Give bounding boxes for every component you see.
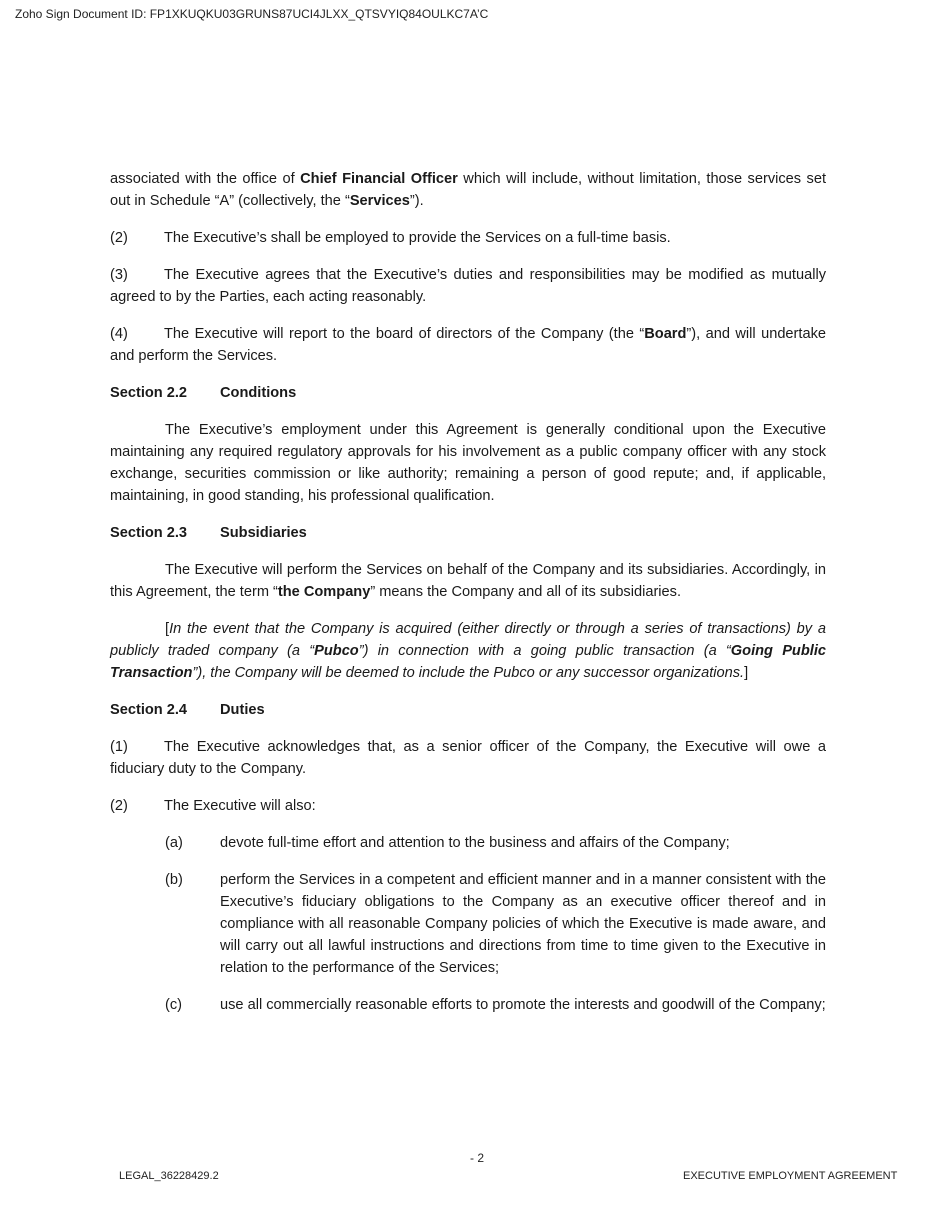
intro-services-term: Services: [349, 193, 410, 209]
pubco-term: Pubco: [314, 643, 359, 659]
board-term: Board: [644, 326, 687, 342]
paragraph-2-1-2: [110, 227, 826, 249]
subsidiaries-paragraph: [110, 559, 826, 603]
intro-paragraph: [110, 168, 826, 212]
section-title: Conditions: [220, 385, 297, 401]
intro-text: associated with the office of: [110, 171, 301, 187]
list-item: [110, 832, 826, 854]
paragraph-text: ”) in connection with a going public transaction (a “: [358, 643, 731, 659]
section-number: Section 2.3: [110, 525, 188, 541]
page-number: - 2: [470, 1151, 485, 1165]
list-item-label: (b): [165, 872, 183, 888]
going-public-paragraph: [110, 618, 826, 684]
paragraph-2-4-2: [110, 795, 826, 817]
section-number: Section 2.2: [110, 385, 188, 401]
paragraph-text: The Executive agrees that the Executive’s duties and responsibilities may be modified as mutually agreed to by the Parties, each acting reasonably.: [110, 267, 826, 305]
paragraph-text: In the event that the Company is acquired (either directly or through a series of transactions) by a publicly traded company (a “: [110, 621, 826, 659]
list-item: [110, 869, 826, 979]
going-public-term: Going Public Transaction: [110, 643, 826, 681]
paragraph-number: (3): [110, 267, 128, 283]
intro-text: ”).: [409, 193, 424, 209]
paragraph-2-1-4: [110, 323, 826, 367]
paragraph-text: ”), and will undertake and perform the Services.: [110, 326, 826, 364]
paragraph-number: (4): [110, 326, 128, 342]
list-item: [110, 994, 826, 1016]
paragraph-text: ” means the Company and all of its subsidiaries.: [370, 584, 682, 600]
intro-cfo-term: Chief Financial Officer: [300, 171, 458, 187]
paragraph-number: (2): [110, 798, 128, 814]
paragraph-2-1-3: [110, 264, 826, 308]
list-item-text: use all commercially reasonable efforts to promote the interests and goodwill of the Company;: [220, 997, 826, 1013]
section-heading-2-3: [110, 522, 826, 544]
paragraph-number: (1): [110, 739, 128, 755]
list-item-text: devote full-time effort and attention to the business and affairs of the Company;: [220, 835, 730, 851]
bracket-close: ]: [744, 665, 749, 681]
paragraph-text: ”), the Company will be deemed to include the Pubco or any successor organizations.: [192, 665, 745, 681]
list-item-text: perform the Services in a competent and efficient manner and in a manner consistent with the Executive’s fiduciary obligations to the Company as an executive officer thereof and in compliance with all reasonable Company policies of which the Executive is made aware, and will carry out all lawful instructions and directions from time to time given to the Executive in relation to the performance of the Services;: [220, 872, 826, 976]
section-number: Section 2.4: [110, 702, 188, 718]
conditions-paragraph: The Executive’s employment under this Agreement is generally conditional upon the Executive maintaining any required regulatory approvals for his involvement as a public company officer with any stock exchange, securities commission or like authority; remaining a person of good repute; and, if applicable, maintaining, in good standing, his professional qualification.: [110, 422, 826, 504]
bracket-open: [: [165, 621, 170, 637]
section-heading-2-4: [110, 699, 826, 721]
paragraph-2-4-1: [110, 736, 826, 780]
paragraph-text: The Executive acknowledges that, as a senior officer of the Company, the Executive will owe a fiduciary duty to the Company.: [110, 739, 826, 777]
paragraph-text: The Executive will also:: [164, 798, 316, 814]
document-id-header: Zoho Sign Document ID: FP1XKUQKU03GRUNS87UCI4JLXX_QTSVYIQ84OULKC7A’C: [15, 7, 489, 21]
company-term: the Company: [277, 584, 371, 600]
paragraph-number: (2): [110, 230, 128, 246]
footer-doc-title: EXECUTIVE EMPLOYMENT AGREEMENT: [683, 1170, 898, 1182]
paragraph-text: The Executive will perform the Services on behalf of the Company and its subsidiaries. Accordingly, in this Agreement, the term “: [110, 562, 826, 600]
section-title: Duties: [220, 702, 265, 718]
section-title: Subsidiaries: [220, 525, 307, 541]
paragraph-text: The Executive’s shall be employed to provide the Services on a full-time basis.: [164, 230, 671, 246]
section-heading-2-2: [110, 382, 826, 404]
document-body: [110, 168, 826, 1031]
list-item-label: (a): [165, 835, 183, 851]
footer-doc-ref: LEGAL_36228429.2: [119, 1170, 219, 1182]
intro-text: which will include, without limitation, those services set out in Schedule “A” (collectively, the “: [110, 171, 827, 209]
paragraph-text: The Executive will report to the board of directors of the Company (the “: [164, 326, 645, 342]
list-item-label: (c): [165, 997, 183, 1013]
